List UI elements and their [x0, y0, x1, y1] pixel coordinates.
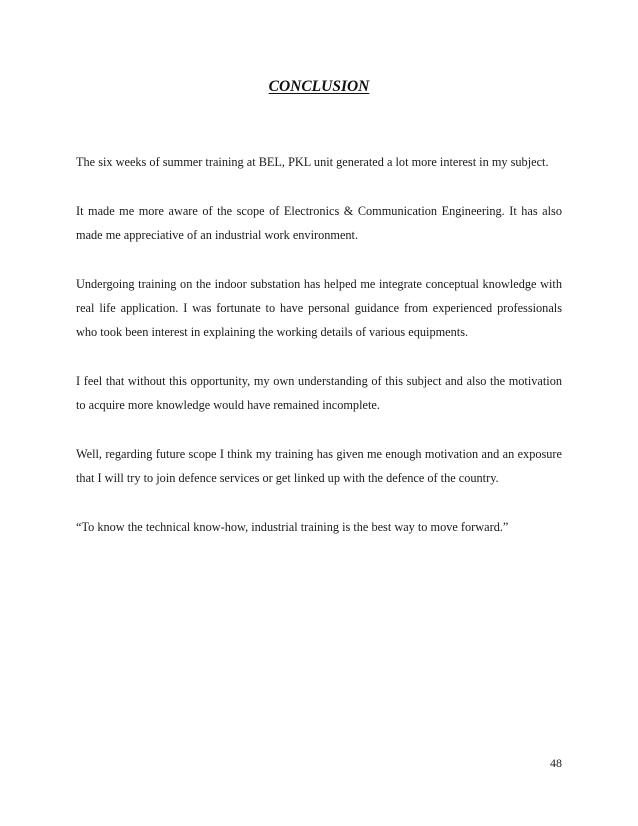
page-number: 48	[550, 756, 562, 770]
paragraph-indoor-substation: Undergoing training on the indoor substation has helped me integrate conceptual knowledge with real life application. I was fortunate to have personal guidance from experienced professionals who took been interest in explaining the working details of various equipments.	[76, 277, 562, 339]
conclusion-body	[76, 150, 562, 564]
paragraph-training-interest: The six weeks of summer training at BEL, PKL unit generated a lot more interest in my subject.	[76, 155, 549, 169]
paragraph-closing-quote: “To know the technical know-how, industrial training is the best way to move forward.”	[76, 520, 509, 534]
paragraph-future-scope: Well, regarding future scope I think my training has given me enough motivation and an exposure that I will try to join defence services or get linked up with the defence of the country.	[76, 447, 562, 485]
paragraph-scope-awareness: It made me more aware of the scope of Electronics & Communication Engineering. It has also made me appreciative of an industrial work environment.	[76, 204, 562, 242]
paragraph-opportunity: I feel that without this opportunity, my own understanding of this subject and also the motivation to acquire more knowledge would have remained incomplete.	[76, 374, 562, 412]
page-title: CONCLUSION	[268, 78, 370, 95]
